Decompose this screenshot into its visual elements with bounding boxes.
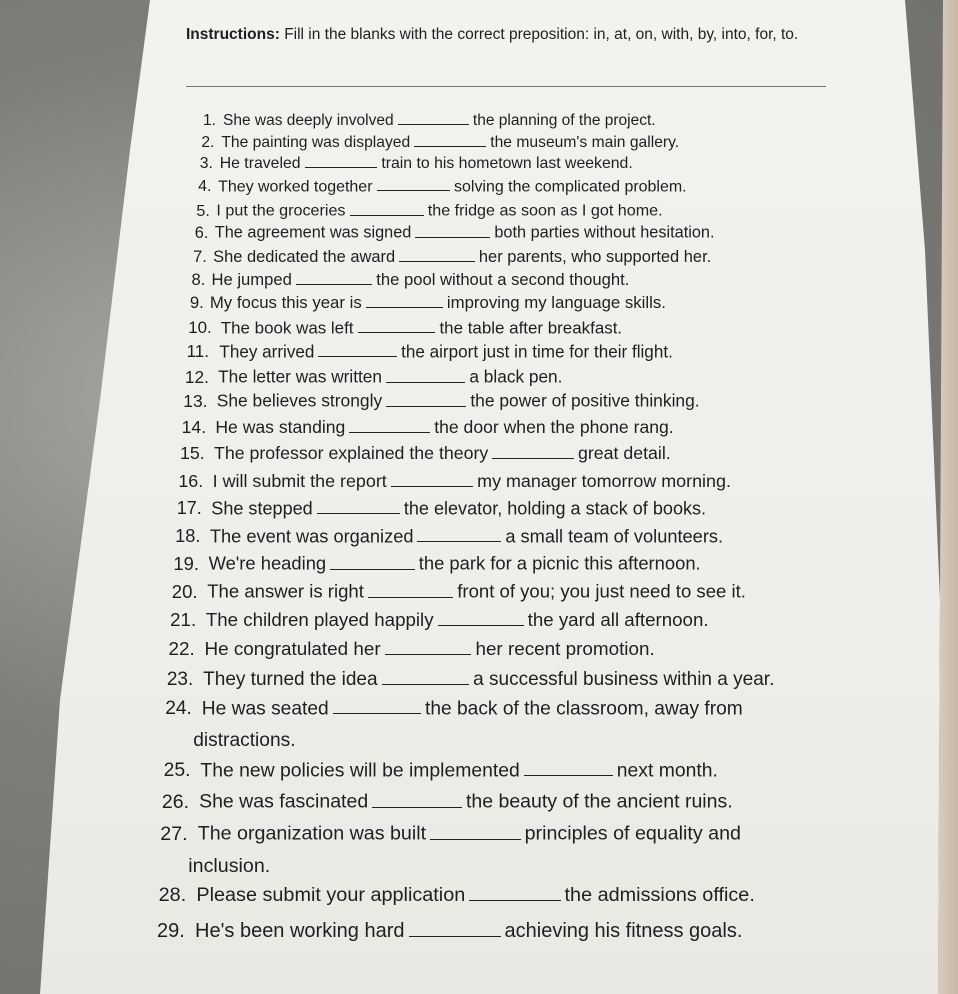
question-text-before: They arrived [219, 342, 315, 362]
answer-blank[interactable] [305, 153, 378, 168]
question-text-after: her parents, who supported her. [478, 247, 712, 266]
question-item [201, 132, 679, 152]
question-number: 28. [158, 883, 187, 906]
question-item [188, 317, 622, 338]
question-number: 25. [163, 759, 191, 782]
question-text-after: front of you; you just need to see it. [457, 580, 746, 602]
question-item [167, 667, 775, 691]
question-text-after: the planning of the project. [472, 111, 656, 129]
question-number: 19. [173, 552, 199, 574]
question-item [172, 580, 746, 603]
answer-blank[interactable] [349, 416, 430, 433]
answer-blank[interactable] [358, 317, 436, 333]
question-number: 13. [183, 390, 208, 411]
question-item [157, 918, 742, 943]
question-number: 11. [186, 342, 210, 362]
question-text-before: She believes strongly [216, 390, 383, 411]
question-number: 18. [175, 525, 201, 547]
question-number: 8. [191, 269, 206, 289]
question-text-before: He congratulated her [204, 637, 381, 659]
answer-blank[interactable] [438, 608, 524, 626]
question-item [183, 390, 699, 412]
question-item [169, 637, 655, 660]
question-number: 2. [201, 134, 215, 152]
answer-blank[interactable] [317, 497, 400, 514]
question-text-after: great detail. [577, 442, 671, 463]
question-number: 22. [168, 637, 195, 659]
question-text-before: He was seated [201, 698, 329, 720]
answer-blank[interactable] [385, 637, 472, 655]
question-text-before: He was standing [215, 416, 346, 437]
question-item [170, 608, 708, 631]
answer-blank[interactable] [350, 200, 424, 216]
question-item [198, 176, 687, 196]
question-continuation: distractions. [193, 730, 296, 751]
question-number: 3. [199, 155, 213, 173]
question-text-after: a successful business within a year. [473, 669, 775, 691]
instructions-label: Instructions: [186, 26, 280, 43]
question-number: 23. [166, 669, 194, 691]
question-item [177, 497, 706, 519]
answer-blank[interactable] [372, 789, 462, 808]
question-text-after: her recent promotion. [475, 637, 655, 659]
question-text-after: train to his hometown last weekend. [381, 155, 633, 173]
answer-blank[interactable] [366, 292, 443, 308]
answer-blank[interactable] [368, 580, 453, 598]
question-item [180, 442, 671, 464]
question-text-after: the table after breakfast. [439, 318, 623, 338]
question-number: 7. [193, 247, 207, 266]
question-number: 5. [196, 201, 210, 220]
question-text-after: the beauty of the ancient ruins. [465, 790, 733, 813]
question-text-after: the back of the classroom, away from [424, 698, 743, 720]
question-text-before: The children played happily [205, 608, 434, 630]
question-text-after: solving the complicated problem. [454, 178, 687, 196]
answer-blank[interactable] [318, 341, 397, 357]
question-item [178, 470, 731, 492]
question-text-before: The organization was built [197, 822, 427, 845]
question-text-before: We're heading [208, 552, 327, 574]
question-text-before: I will submit the report [212, 471, 387, 492]
answer-blank[interactable] [414, 132, 486, 147]
question-number: 1. [203, 111, 216, 129]
answer-blank[interactable] [399, 246, 475, 262]
question-text-before: The letter was written [218, 366, 382, 387]
question-item [200, 153, 633, 173]
question-item [190, 292, 666, 313]
instructions [186, 22, 836, 47]
question-number: 9. [189, 293, 204, 313]
answer-blank[interactable] [430, 821, 521, 840]
answer-blank[interactable] [492, 442, 574, 459]
question-text-before: The book was left [220, 318, 354, 338]
question-text-before: She was deeply involved [223, 111, 394, 129]
question-number: 24. [165, 698, 192, 720]
answer-blank[interactable] [386, 366, 465, 383]
answer-blank[interactable] [409, 918, 501, 937]
question-text-before: He traveled [219, 155, 301, 173]
question-item [159, 882, 755, 907]
question-text-after: both parties without hesitation. [494, 223, 715, 242]
question-item [203, 110, 656, 130]
answer-blank[interactable] [398, 110, 469, 125]
question-text-after: a black pen. [469, 366, 563, 387]
question-item [187, 341, 673, 362]
question-number: 4. [198, 178, 212, 196]
question-number: 14. [181, 416, 207, 437]
answer-blank[interactable] [296, 269, 372, 285]
question-number: 27. [160, 822, 188, 845]
question-text-before: The professor explained the theory [214, 442, 489, 463]
answer-blank[interactable] [469, 882, 560, 901]
answer-blank[interactable] [417, 525, 501, 542]
answer-blank[interactable] [377, 176, 451, 191]
question-number: 15. [180, 442, 205, 463]
question-text-before: She was fascinated [199, 790, 369, 813]
question-text-after: principles of equality and [524, 822, 741, 845]
question-number: 29. [157, 920, 185, 942]
question-text-before: They worked together [218, 178, 373, 196]
question-text-before: He's been working hard [195, 920, 405, 942]
question-number: 21. [170, 608, 197, 630]
question-item [185, 366, 563, 388]
question-text-before: My focus this year is [209, 293, 362, 313]
question-item [182, 416, 674, 438]
question-text-after: the pool without a second thought. [376, 269, 630, 289]
question-item [162, 789, 733, 814]
question-number: 20. [171, 580, 198, 602]
question-item [196, 200, 662, 221]
question-item [175, 525, 723, 547]
question-item [193, 246, 711, 267]
question-text-before: The event was organized [209, 525, 414, 547]
divider [186, 86, 826, 87]
answer-blank[interactable] [524, 758, 613, 776]
question-continuation: inclusion. [188, 855, 271, 877]
answer-blank[interactable] [386, 390, 466, 407]
question-item [195, 222, 715, 243]
question-number: 16. [178, 471, 204, 492]
question-text-before: The painting was displayed [221, 134, 411, 152]
answer-blank[interactable] [382, 667, 470, 685]
question-text-after: the power of positive thinking. [470, 390, 700, 411]
question-text-after: next month. [616, 759, 718, 782]
question-text-before: He jumped [211, 269, 292, 289]
question-text-before: The agreement was signed [214, 223, 412, 242]
question-number: 17. [176, 498, 202, 519]
question-item [160, 821, 741, 846]
question-text-before: The answer is right [207, 580, 364, 602]
question-text-after: my manager tomorrow morning. [477, 471, 731, 492]
answer-blank[interactable] [415, 222, 490, 238]
question-text-after: the museum's main gallery. [490, 134, 680, 152]
question-number: 12. [184, 366, 209, 387]
question-text-before: She stepped [211, 498, 313, 519]
question-text-after: the yard all afternoon. [527, 608, 709, 630]
question-text-before: The new policies will be implemented [200, 759, 520, 782]
question-number: 10. [188, 318, 212, 338]
answer-blank[interactable] [330, 552, 415, 570]
question-text-before: I put the groceries [216, 201, 346, 220]
question-text-after: the door when the phone rang. [434, 416, 674, 437]
question-text-after: the fridge as soon as I got home. [427, 201, 663, 220]
question-text-after: achieving his fitness goals. [504, 920, 743, 942]
question-text-after: improving my language skills. [446, 293, 666, 313]
question-number: 26. [161, 790, 190, 813]
question-text-after: the elevator, holding a stack of books. [403, 498, 707, 519]
question-text-after: the park for a picnic this afternoon. [418, 552, 701, 574]
question-text-before: She dedicated the award [213, 247, 396, 266]
question-text-after: the airport just in time for their flight. [401, 342, 673, 362]
question-item [173, 552, 700, 575]
question-item [164, 758, 718, 782]
question-text-after: a small team of volunteers. [505, 525, 724, 547]
answer-blank[interactable] [391, 470, 473, 487]
question-text-after: the admissions office. [564, 883, 755, 906]
question-text-before: They turned the idea [203, 669, 378, 691]
question-item [192, 269, 630, 290]
instructions-text: Fill in the blanks with the correct preposition: in, at, on, with, by, into, for, to. [284, 26, 799, 43]
answer-blank[interactable] [333, 696, 421, 714]
question-number: 6. [194, 223, 209, 242]
question-text-before: Please submit your application [196, 883, 466, 906]
question-item [165, 696, 743, 720]
